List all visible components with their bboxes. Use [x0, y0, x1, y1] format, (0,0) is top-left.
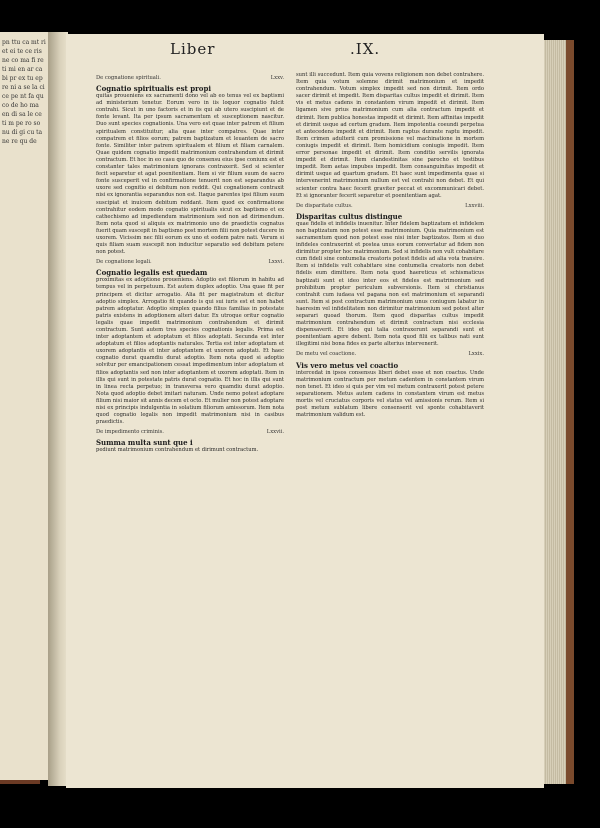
- page-fore-edge: [544, 40, 566, 784]
- section-heading: Vis vero metus vel coactio: [296, 360, 399, 370]
- section-rubric: [296, 351, 484, 358]
- text-section: [96, 429, 284, 454]
- rubric-number: Lxxviii.: [465, 202, 484, 209]
- left-text-column: [96, 72, 284, 802]
- section-body: sunt illi succedunt. Item quia vovens religionem non debet contrahere. Item quia votum solemne dirimit matrimonium et impedit contrahendum. Votum simplex impedit sed non dirimit. Item ordo sacer dirimit et impedit. Item disparitas cultus impedit et dirimit. Item vis et metus cadens in constantem virum impedit et dirimit. Item ligamen sive prius matrimonium cum alia contractum impedit et dirimit. Item publica honestas impedit et dirimit. Item affinitas impedit et dirimit usque ad certum gradum. Item impotentia coeundi perpetua et antecedens impedit et dirimit. Item raptus durante raptu impedit. Item crimen adulterii cum promissione vel machinatione in mortem coniugis impedit et dirimit. Item homicidium coniugis impedit. Item error personae impedit et dirimit. Item conditio servilis ignorata impedit et dirimit. Item clandestinitas sine parocho et testibus impedit. Item aetas impubes impedit. Item consanguinitas impedit et dirimit usque ad quartum gradum. Et haec sunt impedimenta quae si intervenerint matrimonium nullum est vel contrahi non debet. Et qui scienter contra haec fecerit graviter peccat et excommunicari debet. Et si ignoranter fecerit separetur et poenitentiam agat.: [296, 72, 484, 199]
- section-heading: Cognatio legalis est quedam: [96, 268, 208, 278]
- left-page: [0, 32, 49, 780]
- section-heading: Summa multa sunt que i: [96, 438, 193, 448]
- rubric-title: De cognatione legali.: [96, 259, 152, 266]
- running-head-folio: .IX.: [350, 40, 381, 58]
- book-cover-right: [566, 40, 574, 784]
- rubric-title: De disparitate cultus.: [296, 202, 353, 209]
- right-text-column: [296, 72, 484, 802]
- running-head-left: Liber: [170, 40, 216, 58]
- section-body: proximitas ex adoptione proueniens. Adoptio est filiorum in habitu ad tempus vel in perpetuum. Est autem duplex adoptio. Una quae fit per principem et dicitur arrogatio. Alia fit per magistratum et dicitur adoptio simplex. Arrogatio fit quando is qui sui iuris est et non habet patrem adoptatur. Adoptio simplex quando filius familias in potestate patris existens in adoptionem alteri datur. Ex utroque oritur cognatio legalis quae impedit matrimonium contrahendum et dirimit contractum. Sunt autem tres species cognationis legalis. Prima est inter adoptantem et adoptatum et filios adoptati. Secunda est inter adoptatum et filios adoptantis naturales. Tertia est inter adoptatum et uxorem adoptantis et inter adoptantem et uxorem adoptati. Et haec cognatio durat quamdiu durat adoptio. Item nota quod si adoptio solvitur per emancipationem cessat impedimentum inter adoptatum et filios adoptantis sed non inter adoptantem et uxorem adoptati. Item in illis qui sunt in potestate patris durat cognatio. Et hoc in illis qui sunt in linea recta perpetuo; in transversa vero quamdiu durat adoptio. Nota quod adoptio debet imitari naturam. Unde nemo potest adoptare filium nisi maior sit annis decem et octo. Et mulier non potest adoptare nisi ex principis indulgentia in solatium filiorum amissorum. Item nota quod cognatio legalis non impedit matrimonium nisi in casibus praedictis.: [96, 277, 284, 426]
- section-body: quae fidelis et infidelis inuenitur. Inter fidelem baptizatum et infidelem non baptizatum non potest esse matrimonium. Quia matrimonium est sacramentum quod non potest esse nisi inter baptizatos. Item si duo infideles contraxerint et postea unus eorum convertatur ad fidem non dirimitur propter hoc matrimonium. Sed si infidelis non vult cohabitare cum fideli sine contumelia creatoris potest fidelis ad alia vota transire. Item si infidelis vult cohabitare sine contumelia creatoris non debet fidelis eum dimittere. Item nota quod haereticus et schismaticus baptizati sunt et ideo inter eos et fideles est matrimonium sed prohibitum propter periculum subversionis. Item si christianus contrahit cum iudaea vel pagana non est matrimonium et separandi sunt. Item si post contractum matrimonium unus coniugum labatur in haeresim vel infidelitatem non dirimitur matrimonium sed potest alter separari quoad thorum. Item quod disparitas cultus impedit matrimonium contrahendum et dirimit contractum nisi ecclesia dispensaverit. Et ideo qui talia contraxerunt separandi sunt et poenitentiam agere debent. Item nota quod filii ex talibus nati sunt illegitimi nisi bona fides ex parte alterius intervenerit.: [296, 220, 484, 348]
- section-rubric: [296, 203, 484, 210]
- section-heading: Disparitas cultus distingue: [296, 211, 403, 221]
- section-body: intercedat in ipsos consensus liberi debet esse et non coactus. Unde matrimonium contractum per metum cadentem in constantem virum non tenet. Et ideo si quis per vim vel metum contraxerit potest petere separationem. Metus autem cadens in constantem virum est metus mortis vel cruciatus corporis vel status vel amissionis rerum. Item si post metum sublatum libere consenserit vel sponte cohabitaverit matrimonium validum est.: [296, 369, 484, 419]
- text-section: [296, 351, 484, 419]
- text-section: [96, 259, 284, 426]
- section-body: pediunt matrimonium contrahendum et dirimunt contractum.: [96, 447, 259, 454]
- rubric-number: Lxxvi.: [268, 259, 284, 266]
- text-section: [296, 203, 484, 349]
- left-page-text-fragments: pn ttu ca mt ri et ei te ce ris ne co ma fi re ti mi en ar ca bi pr ex tu ep re ni a se la ci ce pe nt fa qu co de ho ma en di sa le ce ti m pe ro so nu di gi cu ta ne re qu de: [2, 39, 46, 145]
- rubric-title: De metu vel coactione.: [296, 351, 357, 358]
- section-rubric: [96, 259, 284, 266]
- section-body: quitas proueniens ex sacramenti dono vel ab eo tenus vel ex baptismi ad ministerium tenetur. Eorum vero in iis loquor cognatio fulcit contrahi. Sicut in uno factoris et in iis qui ab utero suscipiunt et de fonte levant. Ita per ipsum sacramentum et susceptionem nascitur. Duo sunt species cognationis. Una vero est quae inter patrem et filium spiritualem constituitur; alia quae inter compatres. Quae inter compatrem et filios eorum; patrem baptizatum et leuantem de sacro fonte. Similiter inter patrem spiritualem et filium et filiam carnalem. Quae quidem cognatio impedit matrimonium contrahendum et dirimit contractum. Et hoc in eo casu quo de consensu eius ipse coniunx est et constanter tales matrimonium ignorans contraxerit. Sed si scienter fecit separetur et agat poenitentiam. Item si vir filium suum de sacro fonte susceperit vel in confirmatione tenuerit non est separandus ab uxore sed cognitio ei debitum non reddit. Qui cognationem contraxit nisi ex ignorantia separandus non est. Itaque parentes ipsi filium suum suscipiat et inuicem debitum reddant. Item quod ex confirmatione contrahitur eodem modo cognatio spiritualis sicut ex baptismo et ex cathechismo ad impediendum matrimonium sed non ad dirimendum. Item nota quod si aliquis ex matrimonio uno de praedictis cognatus fuerit quam suscepit in baptismo post mortem filii non potest ducere in uxorem. Vicissim nec filii eorum ex uno et eodem patre nati. Verum si quis filiam suam suscepit non inducitur separatio sed debitum petere non potest.: [96, 93, 284, 256]
- text-section: [96, 75, 284, 256]
- rubric-number: Lxxvii.: [266, 429, 284, 436]
- rubric-title: De impedimento criminis.: [96, 429, 164, 436]
- rubric-number: Lxxv.: [270, 75, 284, 81]
- rubric-number: Lxxix.: [468, 351, 484, 358]
- section-rubric: [96, 429, 284, 436]
- book-gutter: [48, 32, 68, 786]
- text-section: [296, 72, 484, 200]
- rubric-title: De cognatione spirituali.: [96, 75, 161, 81]
- section-heading: Cognatio spiritualis est propi: [96, 84, 212, 94]
- section-rubric: [96, 75, 284, 82]
